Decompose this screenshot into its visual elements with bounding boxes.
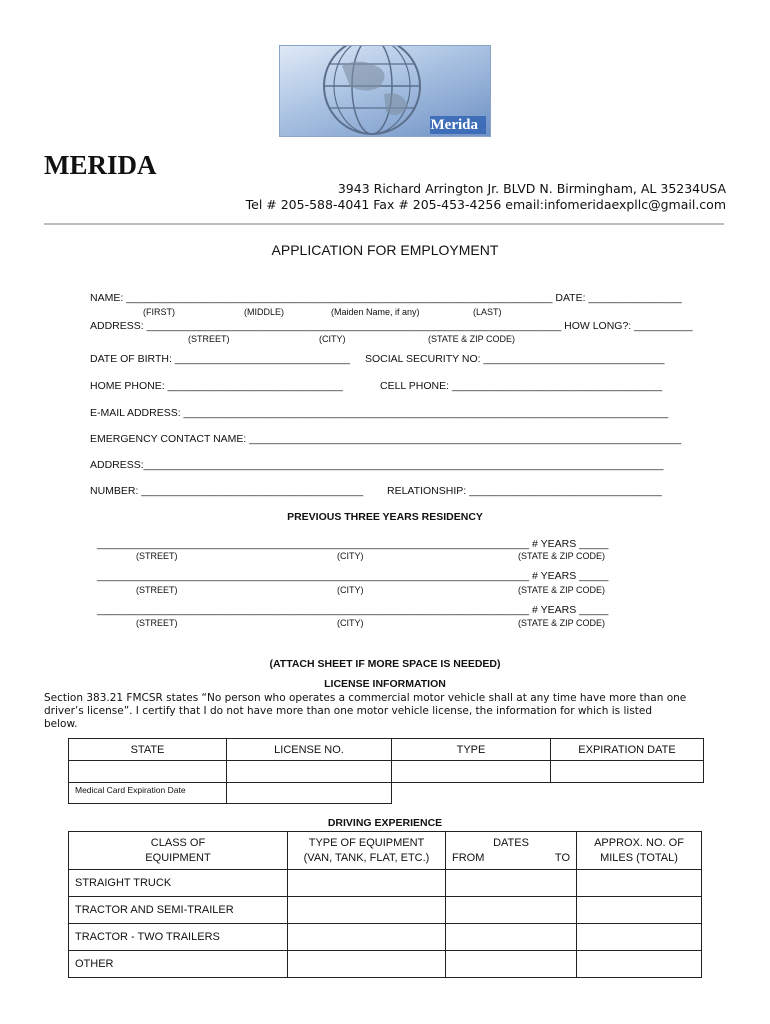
name-field[interactable]: NAME: _________________________________________________________________________ DATE: ________________ <box>90 292 682 304</box>
driving-col-type <box>288 832 446 870</box>
license-statement-line-1: Section 383.21 FMCSR states “No person who operates a commercial motor vehicle shall at any time have more than one <box>44 692 687 704</box>
driving-col-miles <box>577 832 702 870</box>
header-divider <box>44 223 724 225</box>
emergency-address-field[interactable]: ADDRESS:_________________________________________________________________________________________ <box>90 459 664 471</box>
name-sub-last: (LAST) <box>473 307 502 317</box>
attach-note: (ATTACH SHEET IF MORE SPACE IS NEEDED) <box>269 658 501 670</box>
residency-line[interactable]: __________________________________________________________________________ # YEARS _____ <box>97 570 609 582</box>
license-cell-number[interactable] <box>227 761 392 783</box>
driving-col-class <box>69 832 288 870</box>
driving-col-miles-line-1: APPROX. NO. OF <box>594 836 684 849</box>
residency-line[interactable]: __________________________________________________________________________ # YEARS _____ <box>97 604 609 616</box>
residency-street: (STREET) <box>136 585 178 595</box>
driving-col-miles-line-2: MILES (TOTAL) <box>600 851 678 864</box>
license-statement-line-3: below. <box>44 718 78 730</box>
emergency-number-field[interactable]: NUMBER: ______________________________________ <box>90 485 364 497</box>
company-address: 3943 Richard Arrington Jr. BLVD N. Birmingham, AL 35234USA <box>337 181 726 196</box>
driving-cell-miles[interactable] <box>577 870 702 897</box>
company-contact: Tel # 205-588-4041 Fax # 205-453-4256 email:infomeridaexpllc@gmail.com <box>245 197 726 212</box>
driving-cell-type[interactable] <box>288 870 446 897</box>
driving-heading: DRIVING EXPERIENCE <box>327 817 443 829</box>
license-cell-state[interactable] <box>69 761 227 783</box>
cell-phone-field[interactable]: CELL PHONE: ____________________________________ <box>380 380 663 392</box>
license-statement-line-2: driver’s license”. I certify that I do not have more than one motor vehicle license, the information for which is listed <box>44 705 653 717</box>
license-cell-type[interactable] <box>392 761 551 783</box>
ssn-field[interactable]: SOCIAL SECURITY NO: _______________________________ <box>365 353 665 365</box>
residency-state: (STATE & ZIP CODE) <box>518 585 606 595</box>
driving-cell-miles[interactable] <box>577 897 702 924</box>
driving-row-class: OTHER <box>69 951 288 978</box>
driving-col-type-line-2: (VAN, TANK, FLAT, ETC.) <box>303 851 430 864</box>
residency-line[interactable]: __________________________________________________________________________ # YEARS _____ <box>97 538 609 550</box>
license-col-type: TYPE <box>392 739 551 761</box>
dob-field[interactable]: DATE OF BIRTH: ______________________________ <box>90 353 350 365</box>
address-field[interactable]: ADDRESS: _______________________________________________________________________ HOW LONG?: __________ <box>90 320 693 332</box>
name-sub-middle: (MIDDLE) <box>244 307 284 317</box>
name-sub-first: (FIRST) <box>143 307 175 317</box>
residency-city: (CITY) <box>337 551 364 561</box>
address-sub-street: (STREET) <box>188 334 230 344</box>
license-cell-expiration[interactable] <box>551 761 704 783</box>
relationship-field[interactable]: RELATIONSHIP: _________________________________ <box>387 485 662 497</box>
driving-cell-miles[interactable] <box>577 951 702 978</box>
medical-card-label: Medical Card Expiration Date <box>69 783 227 804</box>
name-sub-maiden: (Maiden Name, if any) <box>331 307 420 317</box>
license-col-state: STATE <box>69 739 227 761</box>
driving-row-class: TRACTOR AND SEMI-TRAILER <box>69 897 288 924</box>
driving-row-class: STRAIGHT TRUCK <box>69 870 288 897</box>
license-col-expiration: EXPIRATION DATE <box>551 739 704 761</box>
residency-state: (STATE & ZIP CODE) <box>518 618 606 628</box>
residency-street: (STREET) <box>136 618 178 628</box>
driving-cell-type[interactable] <box>288 897 446 924</box>
driving-cell-dates[interactable] <box>446 951 577 978</box>
residency-state: (STATE & ZIP CODE) <box>518 551 606 561</box>
driving-cell-type[interactable] <box>288 951 446 978</box>
emergency-contact-field[interactable]: EMERGENCY CONTACT NAME: __________________________________________________________________________ <box>90 433 682 445</box>
driving-col-to: TO <box>554 851 570 864</box>
residency-city: (CITY) <box>337 585 364 595</box>
driving-col-class-line-1: CLASS OF <box>150 836 206 849</box>
residency-street: (STREET) <box>136 551 178 561</box>
logo-label: Merida <box>430 117 478 133</box>
driving-col-from: FROM <box>452 851 485 864</box>
license-heading: LICENSE INFORMATION <box>324 678 446 690</box>
driving-col-class-line-2: EQUIPMENT <box>145 851 211 864</box>
license-col-number: LICENSE NO. <box>227 739 392 761</box>
email-field[interactable]: E-MAIL ADDRESS: ___________________________________________________________________________________ <box>90 407 669 419</box>
address-sub-state: (STATE & ZIP CODE) <box>428 334 516 344</box>
driving-cell-dates[interactable] <box>446 924 577 951</box>
driving-cell-dates[interactable] <box>446 897 577 924</box>
residency-city: (CITY) <box>337 618 364 628</box>
driving-col-type-line-1: TYPE OF EQUIPMENT <box>308 836 425 849</box>
form-title: APPLICATION FOR EMPLOYMENT <box>271 242 499 258</box>
driving-row-class: TRACTOR - TWO TRAILERS <box>69 924 288 951</box>
driving-cell-type[interactable] <box>288 924 446 951</box>
license-table <box>68 738 704 804</box>
driving-cell-miles[interactable] <box>577 924 702 951</box>
driving-cell-dates[interactable] <box>446 870 577 897</box>
medical-card-date-cell[interactable] <box>227 783 392 804</box>
company-logo <box>279 45 491 137</box>
driving-col-dates-label: DATES <box>493 836 529 849</box>
driving-table <box>68 831 702 978</box>
driving-col-dates <box>446 832 577 870</box>
home-phone-field[interactable]: HOME PHONE: ______________________________ <box>90 380 343 392</box>
company-name: MERIDA <box>44 150 157 180</box>
residency-heading: PREVIOUS THREE YEARS RESIDENCY <box>287 511 483 523</box>
address-sub-city: (CITY) <box>319 334 346 344</box>
